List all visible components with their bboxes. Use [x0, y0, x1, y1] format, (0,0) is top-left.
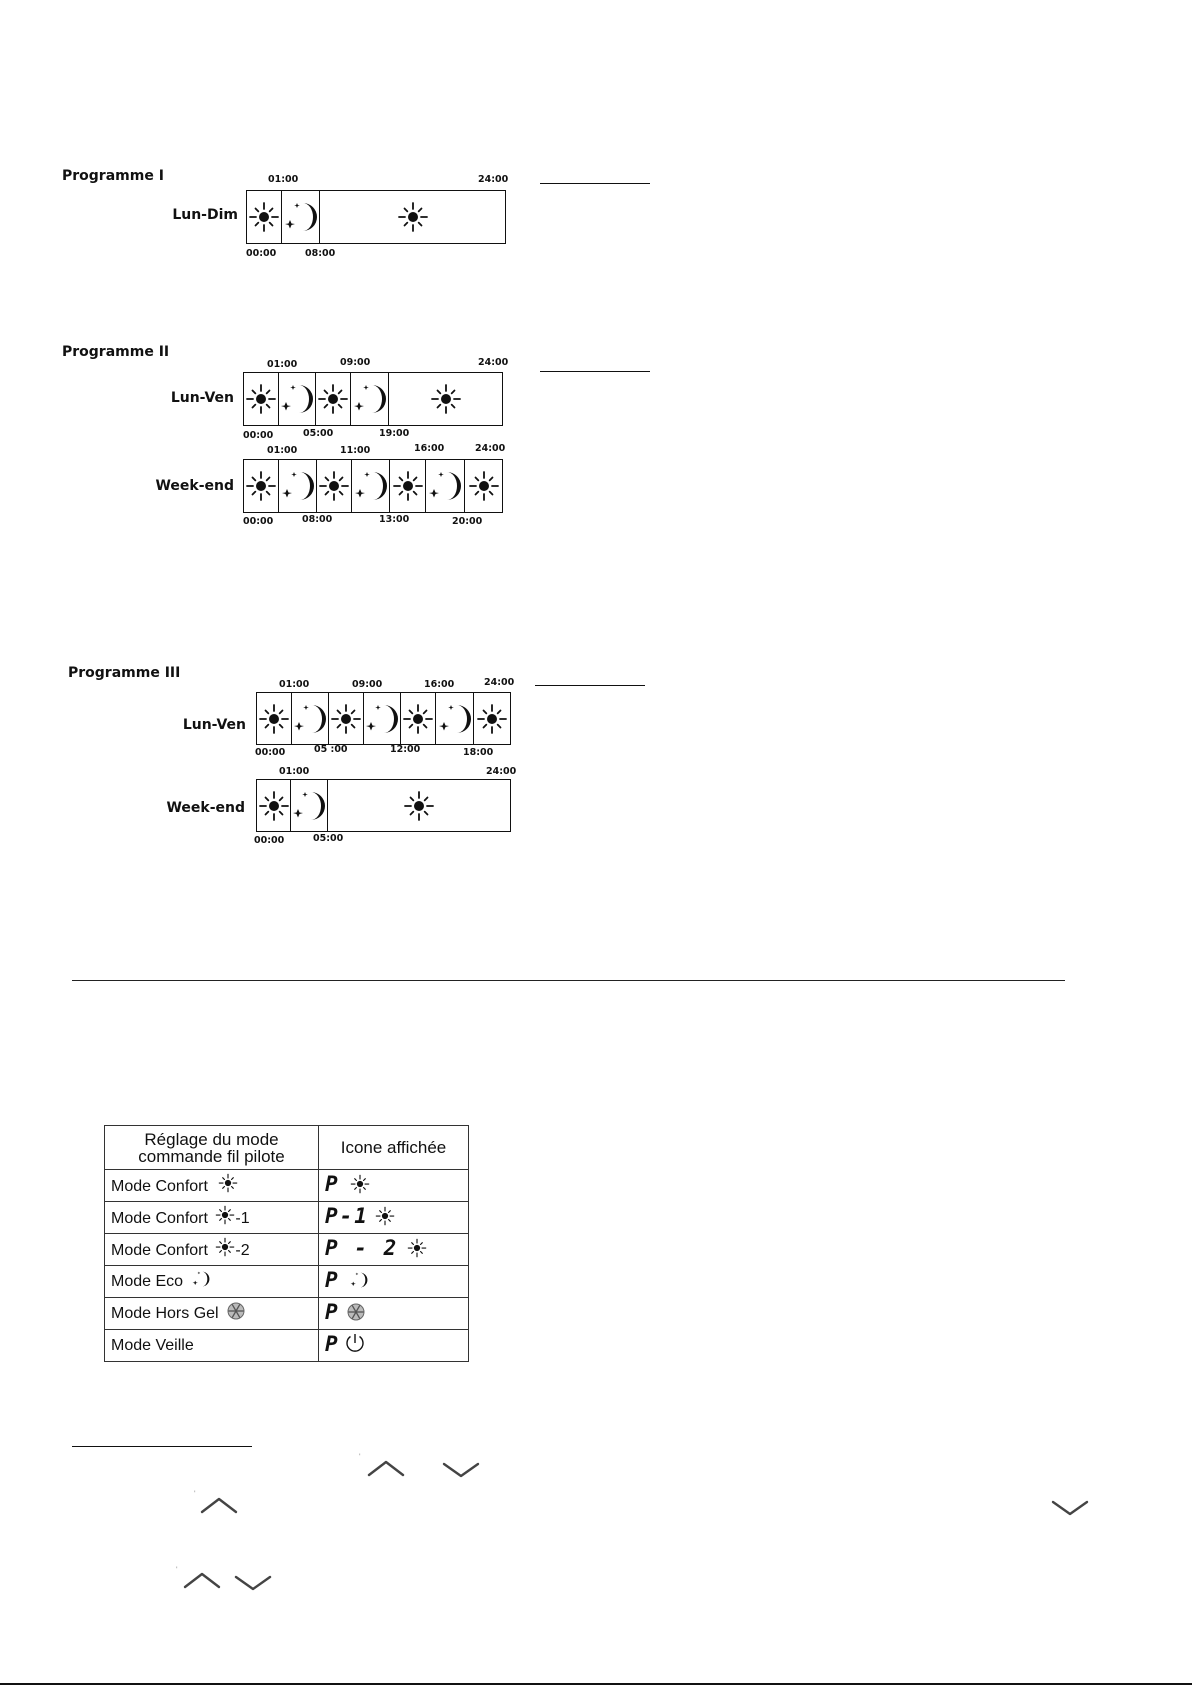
table-row [105, 1266, 469, 1298]
header-cell-icon: Icone affichée [319, 1126, 469, 1170]
mode-table [104, 1125, 469, 1362]
moon-star-icon [292, 693, 329, 744]
sun-icon [474, 693, 510, 744]
sun-icon [215, 1205, 235, 1230]
time-label: 01:00 [267, 359, 298, 370]
time-label: 00:00 [254, 835, 285, 846]
display-code: P-1 [325, 1204, 369, 1228]
time-label: 08:00 [302, 514, 333, 525]
mode-cell [105, 1202, 319, 1234]
marker: ' [359, 1453, 361, 1460]
moon-star-icon [279, 460, 317, 512]
mode-cell [105, 1330, 319, 1362]
sun-icon [316, 373, 351, 425]
sun-icon [329, 693, 364, 744]
time-label: 09:00 [340, 357, 371, 368]
mode-label: Mode Confort [111, 1242, 208, 1259]
display-cell [319, 1202, 469, 1234]
sun-icon [375, 1206, 395, 1231]
sun-icon [317, 460, 352, 512]
time-label: 05:00 [303, 428, 334, 439]
chevron-down-icon [441, 1459, 481, 1481]
schedule-bar [246, 190, 506, 244]
time-label: 01:00 [268, 174, 299, 185]
row-label-lun-ven: Lun-Ven [182, 717, 246, 733]
chevron-down-icon [233, 1572, 273, 1594]
row-label-week-end: Week-end [166, 800, 245, 816]
time-label: 00:00 [243, 516, 274, 527]
moon-star-icon [192, 1269, 210, 1294]
sun-icon [389, 373, 502, 425]
time-label: 00:00 [255, 747, 286, 758]
table-row [105, 1170, 469, 1202]
programme-3-title: Programme III [68, 665, 181, 681]
display-cell [319, 1170, 469, 1202]
time-label: 16:00 [424, 679, 455, 690]
table-row [105, 1330, 469, 1362]
moon-star-icon [282, 191, 320, 243]
time-label: 18:00 [463, 747, 494, 758]
moon-star-icon [351, 373, 389, 425]
moon-star-icon [291, 780, 328, 831]
row-label-week-end: Week-end [155, 478, 234, 494]
moon-star-icon [436, 693, 474, 744]
sun-icon [465, 460, 502, 512]
table-row [105, 1298, 469, 1330]
sun-icon [320, 191, 505, 243]
time-label: 24:00 [484, 677, 515, 688]
display-code: P [325, 1172, 340, 1196]
mode-label: Mode Confort [111, 1210, 208, 1227]
chevron-up-icon [199, 1494, 239, 1516]
time-label: 09:00 [352, 679, 383, 690]
time-label: 24:00 [475, 443, 506, 454]
moon-star-icon [426, 460, 465, 512]
moon-star-icon [364, 693, 401, 744]
section-divider [72, 980, 1065, 981]
sun-icon [257, 693, 292, 744]
mode-cell [105, 1298, 319, 1330]
mode-suffix: -2 [235, 1242, 250, 1259]
underline [540, 371, 650, 372]
display-cell [319, 1234, 469, 1266]
power-icon [344, 1332, 366, 1359]
programme-2-title: Programme II [62, 344, 170, 360]
display-code: P [325, 1332, 340, 1356]
schedule-bar [256, 779, 511, 832]
time-label: 24:00 [486, 766, 517, 777]
header-line-1: Réglage du mode [144, 1129, 279, 1149]
table-header-row [105, 1126, 469, 1170]
time-label: 24:00 [478, 357, 509, 368]
time-label: 01:00 [267, 445, 298, 456]
sun-icon [257, 780, 291, 831]
time-label: 16:00 [414, 443, 445, 454]
time-label: 01:00 [279, 766, 310, 777]
sun-icon [218, 1173, 238, 1198]
time-label: 00:00 [243, 430, 274, 441]
mode-cell [105, 1234, 319, 1266]
row-label-lun-ven: Lun-Ven [170, 390, 234, 406]
time-label: 05:00 [313, 833, 344, 844]
underline [72, 1446, 252, 1447]
display-cell [319, 1330, 469, 1362]
schedule-bar [256, 692, 511, 745]
header-line-2: commande fil pilote [138, 1146, 285, 1166]
row-label-lun-dim: Lun-Dim [172, 207, 238, 223]
display-code: P [325, 1268, 340, 1292]
moon-star-icon [279, 373, 316, 425]
mode-cell [105, 1266, 319, 1298]
mode-label: Mode Eco [111, 1273, 184, 1290]
snowflake-icon [346, 1302, 366, 1327]
time-label: 08:00 [305, 248, 336, 259]
mode-suffix: -1 [235, 1210, 250, 1227]
display-cell [319, 1266, 469, 1298]
time-label: 12:00 [390, 744, 421, 755]
time-label: 24:00 [478, 174, 509, 185]
mode-label: Mode Hors Gel [111, 1305, 219, 1322]
sun-icon [328, 780, 510, 831]
snowflake-icon [226, 1301, 246, 1326]
underline [535, 685, 645, 686]
chevron-down-icon [1050, 1497, 1090, 1519]
marker: ' [176, 1566, 178, 1573]
time-label: 13:00 [379, 514, 410, 525]
chevron-up-icon [182, 1569, 222, 1591]
sun-icon [407, 1238, 427, 1263]
sun-icon [350, 1174, 370, 1199]
marker: ' [194, 1490, 196, 1497]
mode-cell [105, 1170, 319, 1202]
moon-star-icon [352, 460, 390, 512]
sun-icon [215, 1237, 235, 1262]
time-label: 19:00 [379, 428, 410, 439]
sun-icon [247, 191, 282, 243]
display-code: P [325, 1300, 340, 1324]
mode-label: Mode Veille [111, 1336, 194, 1354]
time-label: 20:00 [452, 516, 483, 527]
time-label: 00:00 [246, 248, 277, 259]
chevron-up-icon [366, 1457, 406, 1479]
underline [540, 183, 650, 184]
sun-icon [390, 460, 426, 512]
display-cell [319, 1298, 469, 1330]
programme-1-title: Programme I [62, 168, 164, 184]
display-code: P - 2 [325, 1236, 399, 1260]
table-row [105, 1234, 469, 1266]
sun-icon [244, 460, 279, 512]
mode-label: Mode Confort [111, 1178, 208, 1195]
schedule-bar [243, 372, 503, 426]
time-label: 01:00 [279, 679, 310, 690]
table-row [105, 1202, 469, 1234]
moon-star-icon [350, 1270, 368, 1295]
time-label: 11:00 [340, 445, 371, 456]
sun-icon [401, 693, 436, 744]
time-label: 05 :00 [314, 744, 348, 755]
sun-icon [244, 373, 279, 425]
schedule-bar [243, 459, 503, 513]
header-cell-mode [105, 1126, 319, 1170]
